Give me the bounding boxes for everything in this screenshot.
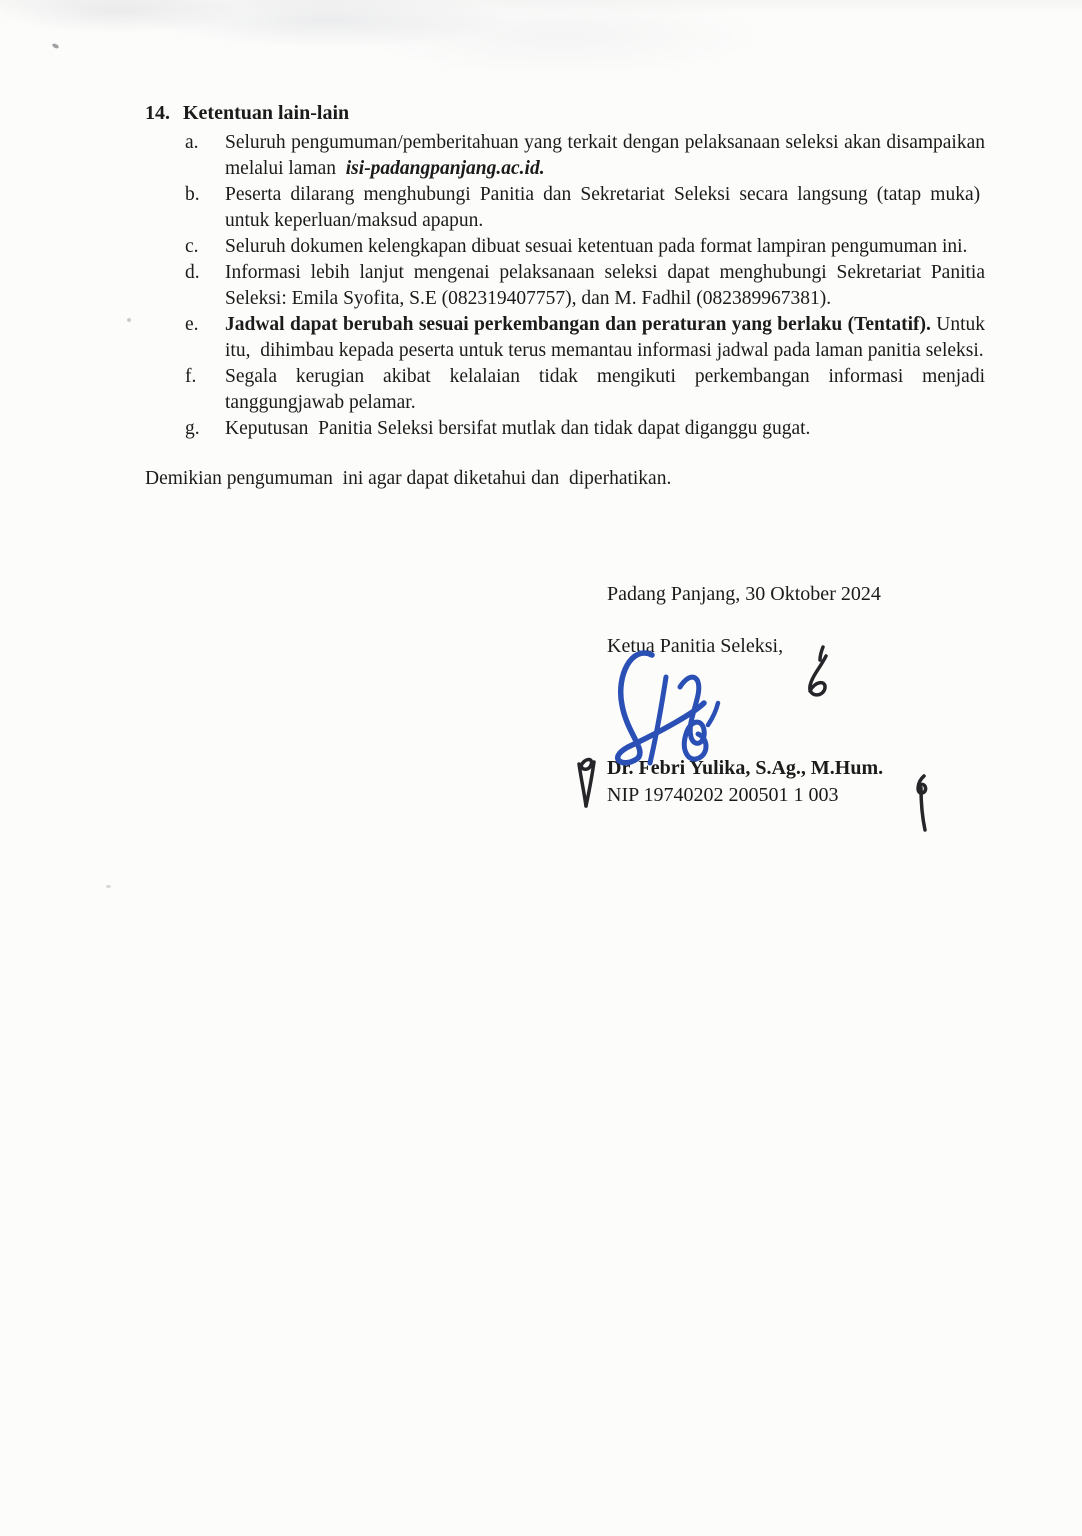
signatory-nip: NIP 19740202 200501 1 003: [607, 784, 839, 806]
document-body: [145, 100, 990, 492]
ink-mark: [906, 770, 938, 834]
list-item: [145, 234, 990, 260]
text-segment: Informasi lebih lanjut mengenai pelaksanaan seleksi dapat menghubungi Sekretariat Panitia Seleksi: Emila Syofita, S.E (082319407757), dan M. Fadhil (082389967381).: [225, 262, 985, 309]
list-item: [145, 182, 990, 234]
list-item: [145, 364, 990, 416]
list-item-text: [225, 416, 985, 442]
section-heading: [145, 100, 990, 126]
scan-speck: [127, 318, 131, 322]
list-item: [145, 312, 990, 364]
list-item-letter: b.: [185, 184, 200, 205]
text-segment: isi-padangpanjang.ac.id.: [345, 158, 545, 179]
list-item-text: [225, 312, 985, 364]
text-segment: Segala kerugian akibat kelalaian tidak mengikuti perkembangan informasi menjadi tanggungjawab pelamar.: [225, 366, 985, 413]
list-item-letter: f.: [185, 366, 197, 387]
list-item-letter: e.: [185, 314, 199, 335]
list-item-text: [225, 130, 985, 182]
text-segment: Keputusan Panitia Seleksi bersifat mutlak dan tidak dapat diganggu gugat.: [225, 418, 811, 439]
text-segment: Seluruh pengumuman/pemberitahuan yang terkait dengan pelaksanaan seleksi akan disampaikan melalui laman: [225, 132, 985, 179]
items-list: [145, 130, 990, 442]
text-segment: Peserta dilarang menghubungi Panitia dan Sekretariat Seleksi secara langsung (tatap muka) untuk keperluan/maksud apapun.: [225, 184, 985, 231]
scan-speck: [106, 885, 111, 888]
scan-speck: [51, 43, 59, 50]
list-item: [145, 416, 990, 442]
list-item-letter: g.: [185, 418, 200, 439]
place-date-line: Padang Panjang, 30 Oktober 2024: [607, 583, 881, 605]
list-item: [145, 130, 990, 182]
text-segment: Seluruh dokumen kelengkapan dibuat sesuai ketentuan pada format lampiran pengumuman ini.: [225, 236, 968, 257]
list-item-text: [225, 364, 985, 416]
section-number: 14.: [145, 102, 170, 124]
ink-mark: [799, 644, 837, 702]
list-item-letter: c.: [185, 236, 199, 257]
ink-mark: [571, 754, 603, 810]
list-item-text: [225, 260, 985, 312]
section-title: Ketentuan lain-lain: [183, 102, 350, 124]
text-segment: Jadwal dapat berubah sesuai perkembangan dan peraturan yang berlaku (Tentatif).: [225, 314, 937, 335]
list-item: [145, 260, 990, 312]
closing-line: Demikian pengumuman ini agar dapat diketahui dan diperhatikan.: [145, 468, 672, 489]
text-segment: Untuk itu, dihimbau kepada peserta untuk terus memantau informasi jadwal pada laman panitia seleksi.: [225, 314, 985, 361]
signature-role-line: Ketua Panitia Seleksi,: [607, 635, 784, 657]
list-item-letter: d.: [185, 262, 200, 283]
signatory-name: Dr. Febri Yulika, S.Ag., M.Hum.: [607, 757, 884, 779]
list-item-letter: a.: [185, 132, 199, 153]
list-item-text: [225, 234, 985, 260]
list-item-text: [225, 182, 985, 234]
